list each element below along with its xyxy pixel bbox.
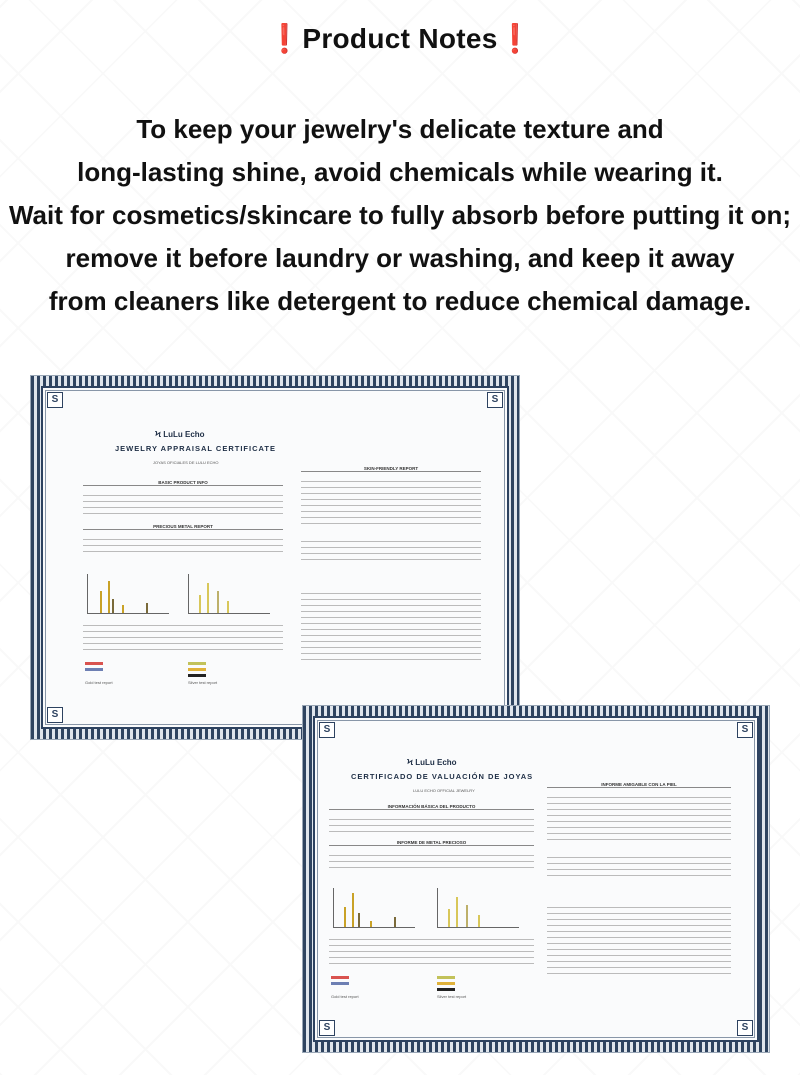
certificate-spanish: [302, 705, 770, 1053]
chart-bar: [146, 603, 148, 613]
note-line: Wait for cosmetics/skincare to fully absorb before putting it on;: [8, 200, 792, 230]
legend-swatch: [437, 976, 455, 979]
spectrum-chart: [437, 888, 519, 928]
basic-info-rows: [329, 814, 534, 832]
chart-bar: [100, 591, 102, 613]
corner-logo-icon: S: [47, 707, 63, 723]
spectrum-chart: [188, 574, 270, 614]
legend-swatch: [331, 976, 349, 979]
gold-test-label: Gold test report: [85, 680, 113, 685]
section-basic-info: BASIC PRODUCT INFO: [83, 480, 283, 486]
corner-logo-icon: S: [487, 392, 503, 408]
note-line: remove it before laundry or washing, and keep it away: [65, 243, 735, 273]
note-line: from cleaners like detergent to reduce chemical damage.: [48, 286, 752, 316]
certificate-subtitle: JOYAS OFICIALES DE LULU ECHO: [153, 460, 219, 465]
metal-report-rows: [83, 534, 283, 552]
certificate-subtitle: LULU ECHO OFFICIAL JEWELRY: [413, 788, 475, 793]
chart-bar: [199, 595, 201, 613]
chart-bar: [448, 909, 450, 927]
legend-swatch: [188, 674, 206, 677]
brand-logo: [407, 758, 457, 767]
chart-bar: [394, 917, 396, 927]
chart-bar: [358, 913, 360, 927]
corner-logo-icon: S: [319, 1020, 335, 1036]
note-line: long-lasting shine, avoid chemicals while wearing it.: [77, 157, 723, 187]
brand-icon: Ϟ: [155, 430, 164, 439]
chart-bar: [466, 905, 468, 927]
gold-test-label: Gold test report: [331, 994, 359, 999]
chart-bar: [122, 605, 124, 613]
corner-logo-icon: S: [737, 722, 753, 738]
certificate-paper: [313, 716, 759, 1042]
skin-data-table: [301, 536, 481, 560]
silver-test-label: Silver test report: [437, 994, 467, 999]
brand-name: LuLu Echo: [163, 430, 205, 439]
exclamation-icon: ❗: [497, 23, 533, 54]
product-notes: [0, 108, 800, 323]
section-basic-info: INFORMACIÓN BÁSICA DEL PRODUCTO: [329, 804, 534, 810]
silver-test-label: Silver test report: [188, 680, 218, 685]
legend-swatch: [85, 668, 103, 671]
chart-bar: [478, 915, 480, 927]
spectrum-chart: [87, 574, 169, 614]
note-line: To keep your jewelry's delicate texture and: [136, 114, 664, 144]
chart-bar: [344, 907, 346, 927]
corner-logo-icon: S: [737, 1020, 753, 1036]
corner-logo-icon: S: [319, 722, 335, 738]
chart-bar: [352, 893, 354, 927]
chart-bar: [108, 581, 110, 613]
measurement-rows: [83, 620, 283, 650]
metal-report-rows: [329, 850, 534, 868]
chart-bar: [207, 583, 209, 613]
skin-stats-table: [301, 588, 481, 660]
legend-swatch: [331, 982, 349, 985]
certificate-title: CERTIFICADO DE VALUACIÓN DE JOYAS: [351, 772, 534, 781]
skin-stats-table: [547, 902, 731, 974]
page-title: [0, 22, 800, 55]
legend-swatch: [437, 982, 455, 985]
skin-data-table: [547, 852, 731, 876]
legend-swatch: [437, 988, 455, 991]
section-skin-report: INFORME AMIGABLE CON LA PIEL: [547, 782, 731, 788]
certificate-title: JEWELRY APPRAISAL CERTIFICATE: [115, 444, 276, 453]
legend-swatch: [188, 662, 206, 665]
chart-bar: [370, 921, 372, 927]
skin-report-rows: [301, 476, 481, 524]
section-skin-report: SKIN-FRIENDLY REPORT: [301, 466, 481, 472]
chart-bar: [456, 897, 458, 927]
brand-name: LuLu Echo: [415, 758, 457, 767]
chart-bar: [227, 601, 229, 613]
certificate-paper: [41, 386, 509, 729]
spectrum-chart: [333, 888, 415, 928]
chart-bar: [112, 599, 114, 613]
chart-bar: [217, 591, 219, 613]
legend-swatch: [85, 662, 103, 665]
basic-info-rows: [83, 490, 283, 514]
corner-logo-icon: S: [47, 392, 63, 408]
certificate-english: [30, 375, 520, 740]
title-text: Product Notes: [302, 23, 498, 54]
measurement-rows: [329, 934, 534, 964]
brand-logo: [155, 430, 205, 439]
brand-icon: Ϟ: [407, 758, 416, 767]
section-metal-report: PRECIOUS METAL REPORT: [83, 524, 283, 530]
exclamation-icon: ❗: [267, 23, 303, 54]
skin-report-rows: [547, 792, 731, 840]
legend-swatch: [188, 668, 206, 671]
section-metal-report: INFORME DE METAL PRECIOSO: [329, 840, 534, 846]
